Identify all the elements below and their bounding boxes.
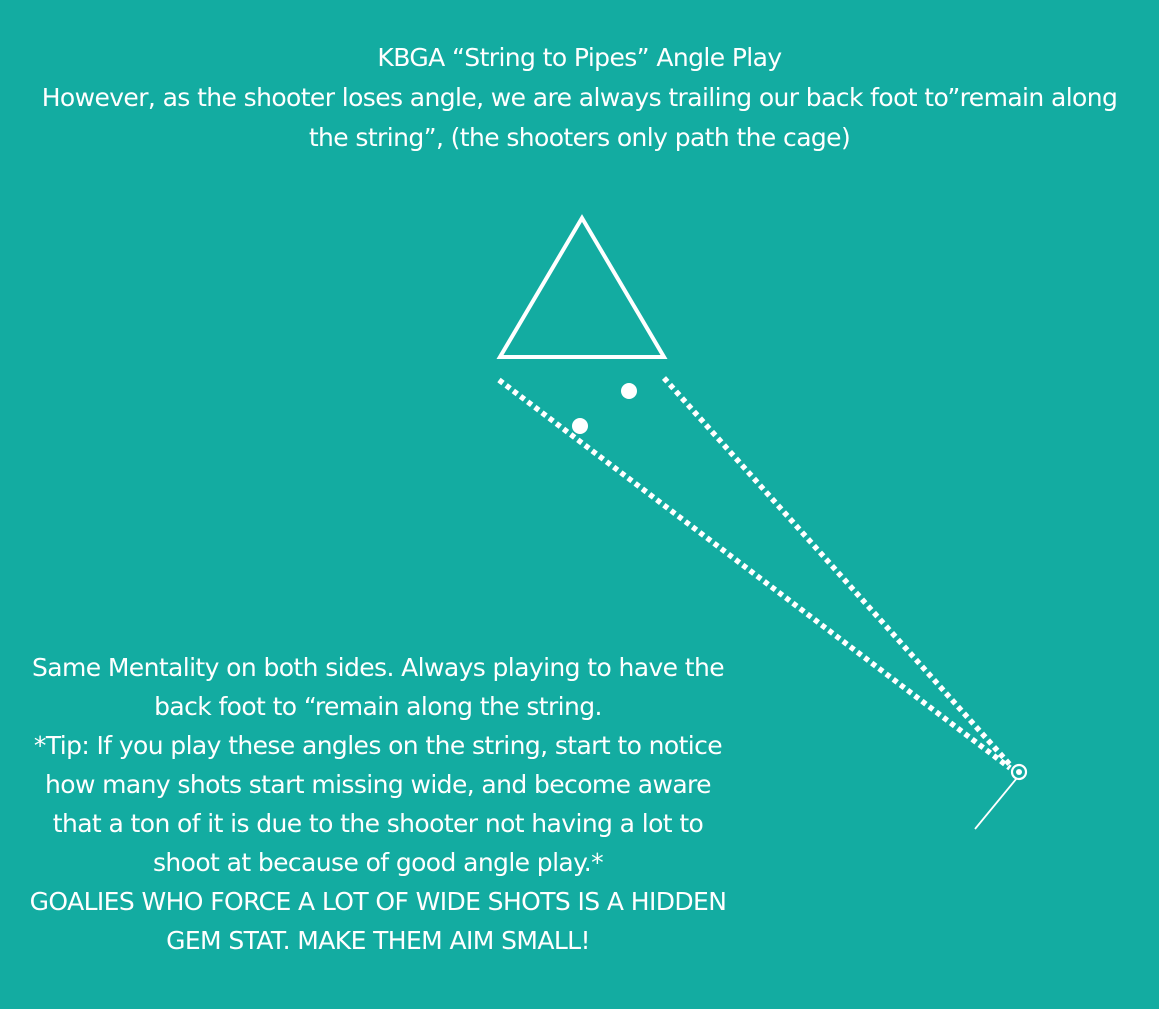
lacrosse-stick-icon xyxy=(975,765,1026,829)
note-line-4: how many shots start missing wide, and become aware xyxy=(45,770,711,799)
front-foot-dot xyxy=(621,383,637,399)
back-foot-dot xyxy=(572,418,588,434)
note-line-5: that a ton of it is due to the shooter not having a lot to xyxy=(52,809,704,838)
note-line-1: Same Mentality on both sides. Always playing to have the xyxy=(31,653,725,682)
triangle-goal xyxy=(500,218,664,357)
note-line-6: shoot at because of good angle play.* xyxy=(152,848,604,877)
note-line-8: GEM STAT. MAKE THEM AIM SMALL! xyxy=(166,926,590,955)
note-line-3: *Tip: If you play these angles on the string, start to notice xyxy=(33,731,723,760)
header-line-3: the string”, (the shooters only path the cage) xyxy=(308,123,851,152)
note-line-7: GOALIES WHO FORCE A LOT OF WIDE SHOTS IS A HIDDEN xyxy=(29,887,727,916)
coaching-note xyxy=(8,648,748,960)
diagram-title: KBGA “String to Pipes” Angle Play xyxy=(377,43,782,72)
header-line-2: However, as the shooter loses angle, we are always trailing our back foot to”remain along xyxy=(41,83,1118,112)
note-line-2: back foot to “remain along the string. xyxy=(154,692,602,721)
